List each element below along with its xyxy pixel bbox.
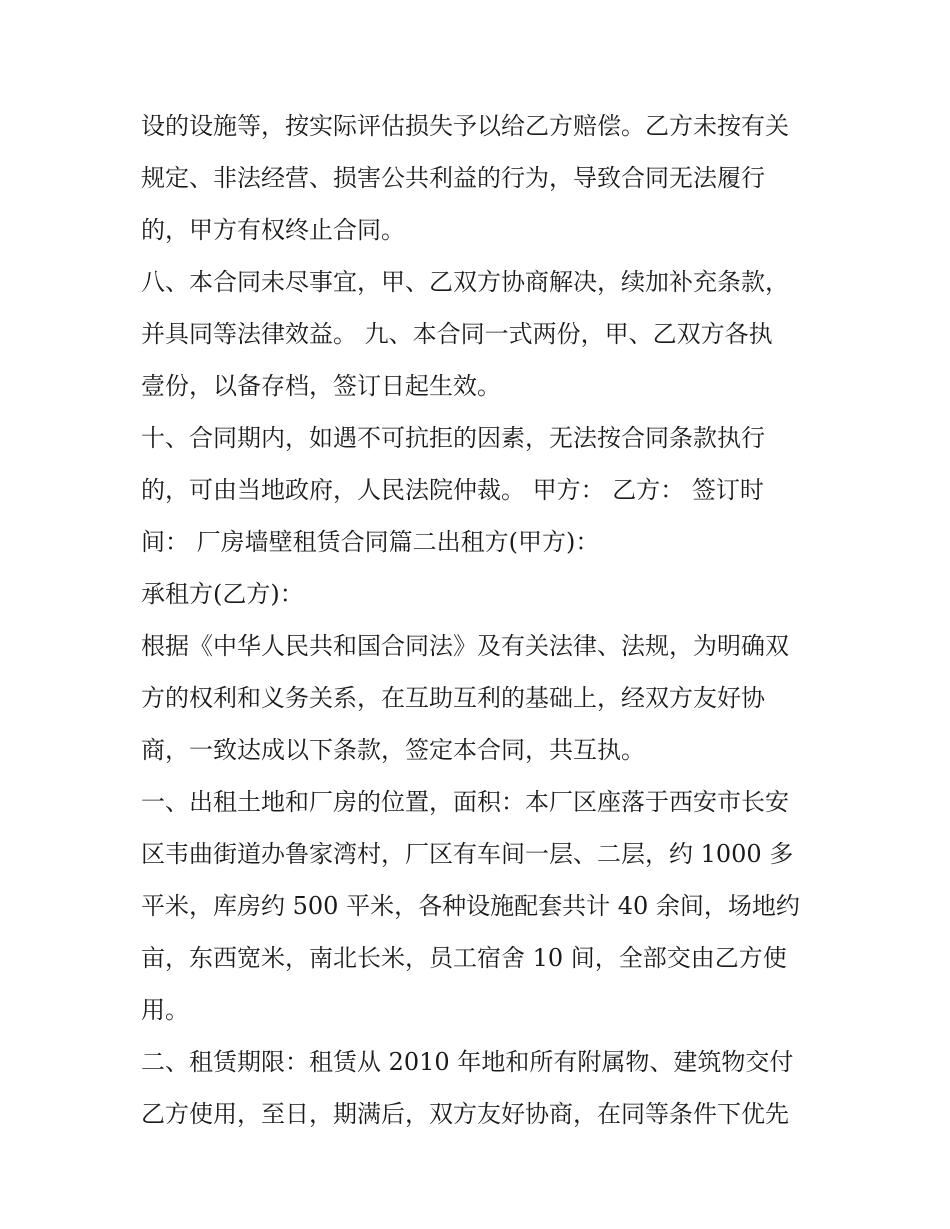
text-line: 规定、非法经营、损害公共利益的行为，导致合同无法履行 [141, 164, 765, 192]
text-line: 区韦曲街道办鲁家湾村，厂区有车间一层、二层，约 1000 多 [141, 840, 794, 868]
text-line: 亩，东西宽米，南北长米，员工宿舍 10 间，全部交由乙方使 [141, 944, 787, 972]
text-line: 平米，库房约 500 平米，各种设施配套共计 40 余间，场地约 [141, 892, 800, 920]
text-line: 间： 厂房墙壁租赁合同篇二出租方(甲方)： [141, 528, 600, 556]
text-line: 并具同等法律效益。 九、本合同一式两份，甲、乙双方各执 [141, 320, 773, 348]
text-line: 方的权利和义务关系，在互助互利的基础上，经双方友好协 [141, 684, 765, 712]
text-line: 的，可由当地政府，人民法院仲裁。 甲方： 乙方： 签订时 [141, 476, 764, 504]
text-line: 乙方使用，至日，期满后，双方友好协商，在同等条件下优先 [141, 1100, 789, 1128]
text-line: 八、本合同未尽事宜，甲、乙双方协商解决，续加补充条款， [141, 268, 789, 296]
text-line: 的，甲方有权终止合同。 [141, 216, 405, 244]
text-line: 根据《中华人民共和国合同法》及有关法律、法规，为明确双 [141, 632, 789, 660]
text-line: 商，一致达成以下条款，签定本合同，共互执。 [141, 736, 645, 764]
text-line: 一、出租土地和厂房的位置，面积：本厂区座落于西安市长安 [141, 788, 789, 816]
text-line: 壹份，以备存档，签订日起生效。 [141, 372, 501, 400]
text-line: 设的设施等，按实际评估损失予以给乙方赔偿。乙方未按有关 [141, 112, 789, 140]
text-line: 二、租赁期限：租赁从 2010 年地和所有附属物、建筑物交付 [141, 1048, 794, 1076]
text-line: 十、合同期内，如遇不可抗拒的因素，无法按合同条款执行 [141, 424, 765, 452]
text-line: 用。 [141, 996, 189, 1024]
text-line: 承租方(乙方)： [141, 580, 304, 608]
document-body [141, 100, 821, 1140]
